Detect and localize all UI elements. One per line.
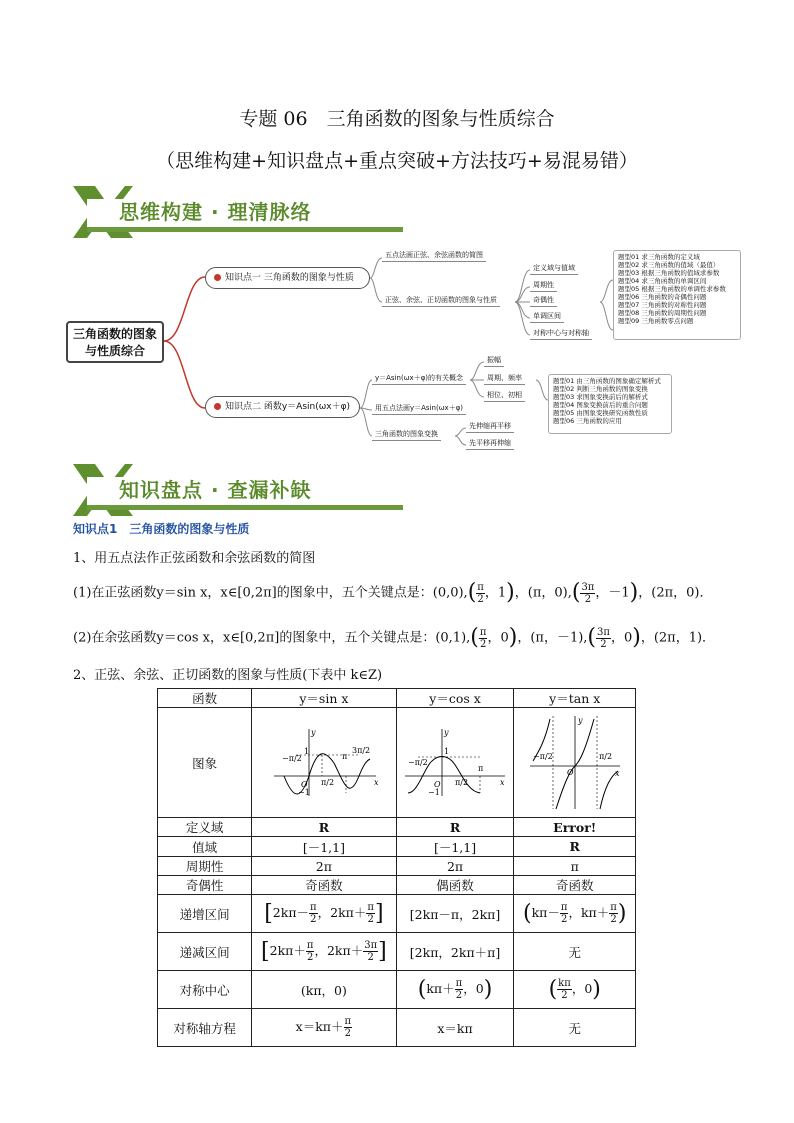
knowledge-heading: 知识点1 三角函数的图象与性质	[73, 522, 250, 536]
svg-text:−1: −1	[297, 788, 310, 797]
svg-text:x: x	[614, 769, 620, 778]
svg-text:π/2: π/2	[455, 778, 469, 787]
mindmap-node: 五点法画正弦、余弦函数的简图	[382, 250, 486, 262]
mindmap-node: 相位、初相	[484, 390, 525, 402]
page-subtitle: （思维构建+知识盘点+重点突破+方法技巧+易混易错）	[156, 150, 638, 172]
table-row: 对称轴方程 x＝kπ＋ $\frac{\pi}{2}$ x＝kπ 无	[158, 1009, 636, 1047]
svg-text:π/2: π/2	[598, 752, 612, 761]
mindmap-node: 对称中心与对称轴	[530, 328, 592, 340]
tangent-graph	[525, 711, 625, 811]
cosine-key-points: (2)在余弦函数y＝cos x，x∈[0,2π]的图象中，五个关键点是：(0,1),( $\frac{\pi}{2}$ ，0)，(π，－1),( $\frac{3\pi}{2}$ ，0)，(2π，1)．	[73, 625, 716, 650]
svg-text:−π/2: −π/2	[281, 754, 302, 763]
page-title: 专题 06 三角函数的图象与性质综合	[239, 108, 555, 130]
mindmap-node: 正弦、余弦、正切函数的图象与性质	[382, 295, 500, 307]
mindmap-node: 三角函数的图象变换	[372, 429, 441, 441]
svg-text:O: O	[300, 780, 308, 789]
svg-text:π: π	[478, 764, 484, 773]
mindmap-node: 先平移再伸缩	[466, 438, 514, 450]
table-row: 周期性 2π 2π π	[158, 857, 636, 876]
mindmap-node: 周期、频率	[484, 373, 525, 385]
section-banner-knowledge: 知识盘点 · 查漏补缺	[73, 464, 403, 516]
table-row: 递减区间 [2kπ＋ $\frac{\pi}{2}$ ，2kπ＋ $\frac{3\pi}{2}$ ] [2kπ，2kπ＋π] 无	[158, 933, 636, 971]
mindmap-node: 奇偶性	[530, 295, 557, 307]
table-row: 函数 y＝sin x y＝cos x y＝tan x	[158, 689, 636, 708]
svg-text:O: O	[434, 780, 441, 789]
table-row: 定义域 R R Error!	[158, 818, 636, 837]
mindmap-knowledge-1: 知识点一 三角函数的图象与性质	[205, 267, 370, 289]
mindmap-topics-2: 题型01 由三角函数的图象确定解析式 题型02 判断三角函数的图象变换 题型03 求图象变换前后的解析式 题型04 图象变换前后的重合问题 题型05 由图象变换研究函数性质 题型06 三角函数的应用	[548, 374, 672, 434]
mindmap-node: 单调区间	[530, 311, 564, 323]
mindmap-topics-1: 题型01 求三角函数的定义域 题型02 求三角函数的值域（最值） 题型03 根据三角函数的值域求参数 题型04 求三角函数的单调区间 题型05 根据三角函数的单调性求参数 题型06 三角函数的奇偶性问题 题型07 三角函数的对称性问题 题型08 三角函数的周期性问题 题型09 三角函数零点问题	[613, 250, 741, 340]
trig-properties-table	[157, 688, 636, 1047]
svg-text:x: x	[373, 778, 379, 787]
svg-text:O: O	[566, 768, 574, 777]
mindmap-node: 周期性	[530, 280, 557, 292]
svg-text:y: y	[310, 728, 316, 737]
svg-text:y: y	[444, 728, 449, 737]
section-banner-mindmap: 思维构建 · 理清脉络	[73, 186, 403, 238]
svg-text:−π/2: −π/2	[532, 752, 553, 761]
svg-text:−1: −1	[428, 788, 440, 797]
mindmap-node: 定义域与值域	[530, 263, 578, 275]
mindmap-node: y＝Asin(ωx＋φ)的有关概念	[372, 373, 466, 385]
item-2: 2、正弦、余弦、正切函数的图象与性质(下表中 k∈Z)	[73, 668, 383, 683]
mindmap-knowledge-2: 知识点二 函数y＝Asin(ωx＋φ)	[205, 396, 360, 418]
svg-text:3π/2: 3π/2	[351, 746, 371, 755]
svg-text:−π/2: −π/2	[408, 758, 428, 767]
sine-graph	[264, 721, 384, 801]
svg-text:π: π	[341, 752, 348, 761]
mindmap-node: 振幅	[484, 355, 504, 367]
table-row: 奇偶性 奇函数 偶函数 奇函数	[158, 876, 636, 895]
svg-text:1: 1	[444, 747, 450, 756]
item-1: 1、用五点法作正弦函数和余弦函数的简图	[73, 551, 316, 566]
svg-text:y: y	[577, 716, 583, 725]
table-row: 值域 [－1,1] [－1,1] R	[158, 837, 636, 857]
cosine-graph	[400, 721, 510, 801]
mindmap-root: 三角函数的图象 与性质综合	[66, 321, 164, 363]
svg-text:1: 1	[303, 747, 309, 756]
svg-text:π/2: π/2	[320, 778, 334, 787]
table-row: 对称中心 (kπ，0) (kπ＋ $\frac{\pi}{2}$ ，0) ( $\frac{k\pi}{2}$ ，0)	[158, 971, 636, 1009]
sine-key-points: (1)在正弦函数y＝sin x，x∈[0,2π]的图象中，五个关键点是：(0,0),( $\frac{\pi}{2}$ ，1)，(π，0),( $\frac{3\pi}{2}$ ，－1)，(2π，0)．	[73, 580, 713, 605]
mindmap-node: 用五点法画y＝Asin(ωx＋φ)	[372, 403, 466, 415]
table-row: 递增区间 [2kπ－ $\frac{\pi}{2}$ ，2kπ＋ $\frac{\pi}{2}$ ] [2kπ－π，2kπ] (kπ－ $\frac{\pi}{2}$ ，kπ＋ $\frac{\pi}{2}$ )	[158, 895, 636, 933]
svg-text:x: x	[500, 778, 505, 787]
mindmap-node: 先伸缩再平移	[466, 421, 514, 433]
table-row: 图象 y 1 x O −1 −π/2 π/2 π 3π/2 y 1 x O −1 −π/2 π/2 π y x O −π/2 π/2	[158, 708, 636, 818]
